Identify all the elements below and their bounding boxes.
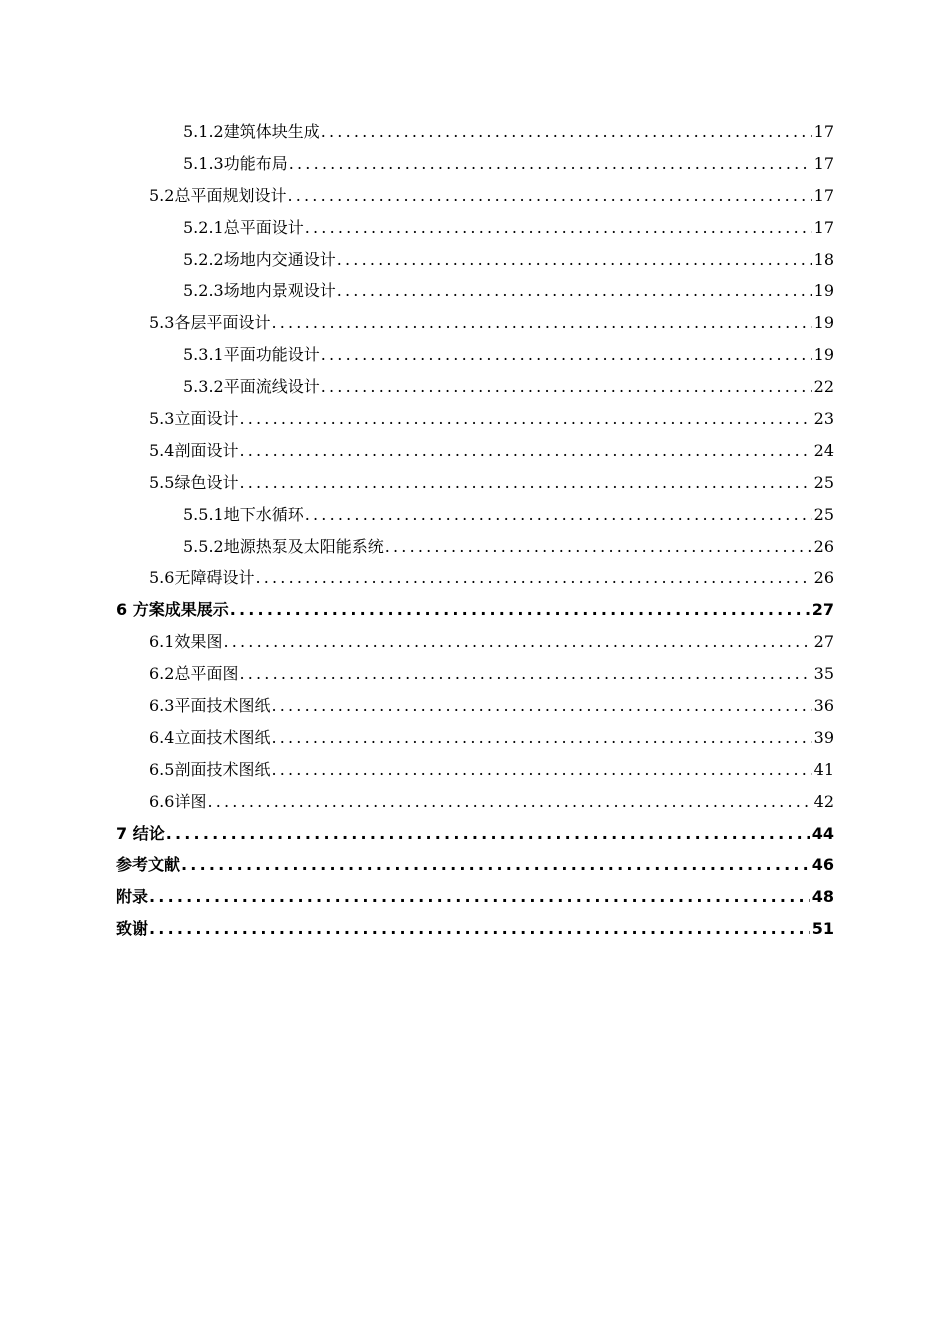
toc-entry[interactable] xyxy=(183,212,834,244)
toc-dot-leader xyxy=(239,409,811,429)
toc-entry-page-number: 25 xyxy=(813,472,834,492)
toc-entry-title: 6.1效果图 xyxy=(149,632,223,652)
toc-dot-leader xyxy=(149,887,810,907)
toc-dot-leader xyxy=(181,855,810,875)
toc-entry-title: 5.3.1平面功能设计 xyxy=(183,345,320,365)
toc-entry-title: 5.1.3功能布局 xyxy=(183,153,288,173)
toc-entry-page-number: 19 xyxy=(813,345,834,365)
toc-entry-page-number: 26 xyxy=(813,568,834,588)
toc-dot-leader xyxy=(166,824,810,844)
toc-dot-leader xyxy=(337,281,812,301)
toc-entry[interactable] xyxy=(116,594,834,626)
toc-entry-title: 6.6详图 xyxy=(149,791,207,811)
toc-entry-title: 5.5绿色设计 xyxy=(149,472,239,492)
toc-entry-title: 5.1.2建筑体块生成 xyxy=(183,121,320,141)
toc-entry-page-number: 24 xyxy=(813,440,834,460)
toc-entry[interactable] xyxy=(149,403,834,435)
toc-entry-page-number: 36 xyxy=(813,695,834,715)
toc-entry-page-number: 26 xyxy=(813,536,834,556)
toc-entry-page-number: 44 xyxy=(811,823,834,843)
toc-entry[interactable] xyxy=(149,562,834,594)
toc-entry-page-number: 48 xyxy=(811,887,834,907)
toc-dot-leader xyxy=(239,441,811,461)
toc-entry-title: 5.2.2场地内交通设计 xyxy=(183,249,336,269)
toc-entry[interactable] xyxy=(149,307,834,339)
toc-dot-leader xyxy=(223,632,811,652)
toc-entry[interactable] xyxy=(183,148,834,180)
toc-dot-leader xyxy=(239,664,811,684)
toc-entry[interactable] xyxy=(116,849,834,881)
toc-entry[interactable] xyxy=(149,754,834,786)
toc-dot-leader xyxy=(321,377,812,397)
toc-dot-leader xyxy=(385,537,812,557)
toc-entry[interactable] xyxy=(183,371,834,403)
toc-entry-title: 5.3.2平面流线设计 xyxy=(183,377,320,397)
toc-entry[interactable] xyxy=(183,116,834,148)
toc-entry-page-number: 23 xyxy=(813,408,834,428)
toc-entry-page-number: 19 xyxy=(813,313,834,333)
toc-entry-page-number: 27 xyxy=(811,600,834,620)
toc-entry[interactable] xyxy=(116,913,834,945)
toc-entry-page-number: 41 xyxy=(813,759,834,779)
toc-dot-leader xyxy=(337,250,812,270)
toc-entry-page-number: 42 xyxy=(813,791,834,811)
toc-entry-title: 附录 xyxy=(116,887,149,907)
toc-entry-page-number: 35 xyxy=(813,664,834,684)
toc-entry[interactable] xyxy=(183,244,834,276)
toc-entry-title: 5.6无障碍设计 xyxy=(149,568,255,588)
toc-entry[interactable] xyxy=(149,690,834,722)
toc-entry-page-number: 18 xyxy=(813,249,834,269)
toc-entry-page-number: 39 xyxy=(813,727,834,747)
table-of-contents xyxy=(0,116,950,945)
toc-entry[interactable] xyxy=(183,499,834,531)
toc-entry-title: 参考文献 xyxy=(116,855,181,875)
toc-entry-title: 5.3立面设计 xyxy=(149,408,239,428)
toc-entry[interactable] xyxy=(149,626,834,658)
toc-dot-leader xyxy=(239,473,811,493)
toc-entry[interactable] xyxy=(149,435,834,467)
toc-dot-leader xyxy=(287,186,811,206)
toc-dot-leader xyxy=(271,760,811,780)
toc-dot-leader xyxy=(305,218,812,238)
toc-entry-title: 6.4立面技术图纸 xyxy=(149,727,271,747)
toc-dot-leader xyxy=(321,345,812,365)
toc-entry-title: 5.2总平面规划设计 xyxy=(149,185,287,205)
toc-entry-page-number: 19 xyxy=(813,281,834,301)
toc-entry-title: 6.3平面技术图纸 xyxy=(149,695,271,715)
toc-entry-page-number: 51 xyxy=(811,919,834,939)
toc-entry[interactable] xyxy=(149,722,834,754)
toc-entry-title: 5.4剖面设计 xyxy=(149,440,239,460)
toc-entry[interactable] xyxy=(183,339,834,371)
toc-entry-title: 5.3各层平面设计 xyxy=(149,313,271,333)
toc-entry-title: 6.5剖面技术图纸 xyxy=(149,759,271,779)
toc-entry-title: 5.2.1总平面设计 xyxy=(183,217,304,237)
toc-entry-page-number: 22 xyxy=(813,377,834,397)
toc-entry-page-number: 17 xyxy=(813,185,834,205)
toc-entry-title: 致谢 xyxy=(116,919,149,939)
toc-entry-page-number: 46 xyxy=(811,855,834,875)
toc-entry-page-number: 17 xyxy=(813,153,834,173)
toc-entry-page-number: 27 xyxy=(813,632,834,652)
toc-entry[interactable] xyxy=(149,658,834,690)
toc-dot-leader xyxy=(305,505,812,525)
toc-entry-page-number: 25 xyxy=(813,504,834,524)
toc-dot-leader xyxy=(149,919,810,939)
toc-entry[interactable] xyxy=(183,275,834,307)
toc-entry-page-number: 17 xyxy=(813,217,834,237)
toc-dot-leader xyxy=(207,792,811,812)
toc-entry-title: 6.2总平面图 xyxy=(149,664,239,684)
toc-dot-leader xyxy=(255,568,811,588)
toc-dot-leader xyxy=(271,313,811,333)
toc-entry[interactable] xyxy=(149,180,834,212)
toc-dot-leader xyxy=(289,154,812,174)
toc-dot-leader xyxy=(271,696,811,716)
toc-entry-title: 5.2.3场地内景观设计 xyxy=(183,281,336,301)
toc-entry-title: 6 方案成果展示 xyxy=(116,600,229,620)
toc-entry-title: 5.5.1地下水循环 xyxy=(183,504,304,524)
toc-dot-leader xyxy=(271,728,811,748)
toc-entry[interactable] xyxy=(149,467,834,499)
toc-entry[interactable] xyxy=(116,818,834,850)
toc-entry-page-number: 17 xyxy=(813,121,834,141)
toc-entry[interactable] xyxy=(116,881,834,913)
toc-dot-leader xyxy=(230,600,810,620)
toc-entry-title: 5.5.2地源热泵及太阳能系统 xyxy=(183,536,384,556)
toc-dot-leader xyxy=(321,122,812,142)
toc-entry-title: 7 结论 xyxy=(116,823,165,843)
toc-entry[interactable] xyxy=(183,531,834,563)
toc-entry[interactable] xyxy=(149,786,834,818)
